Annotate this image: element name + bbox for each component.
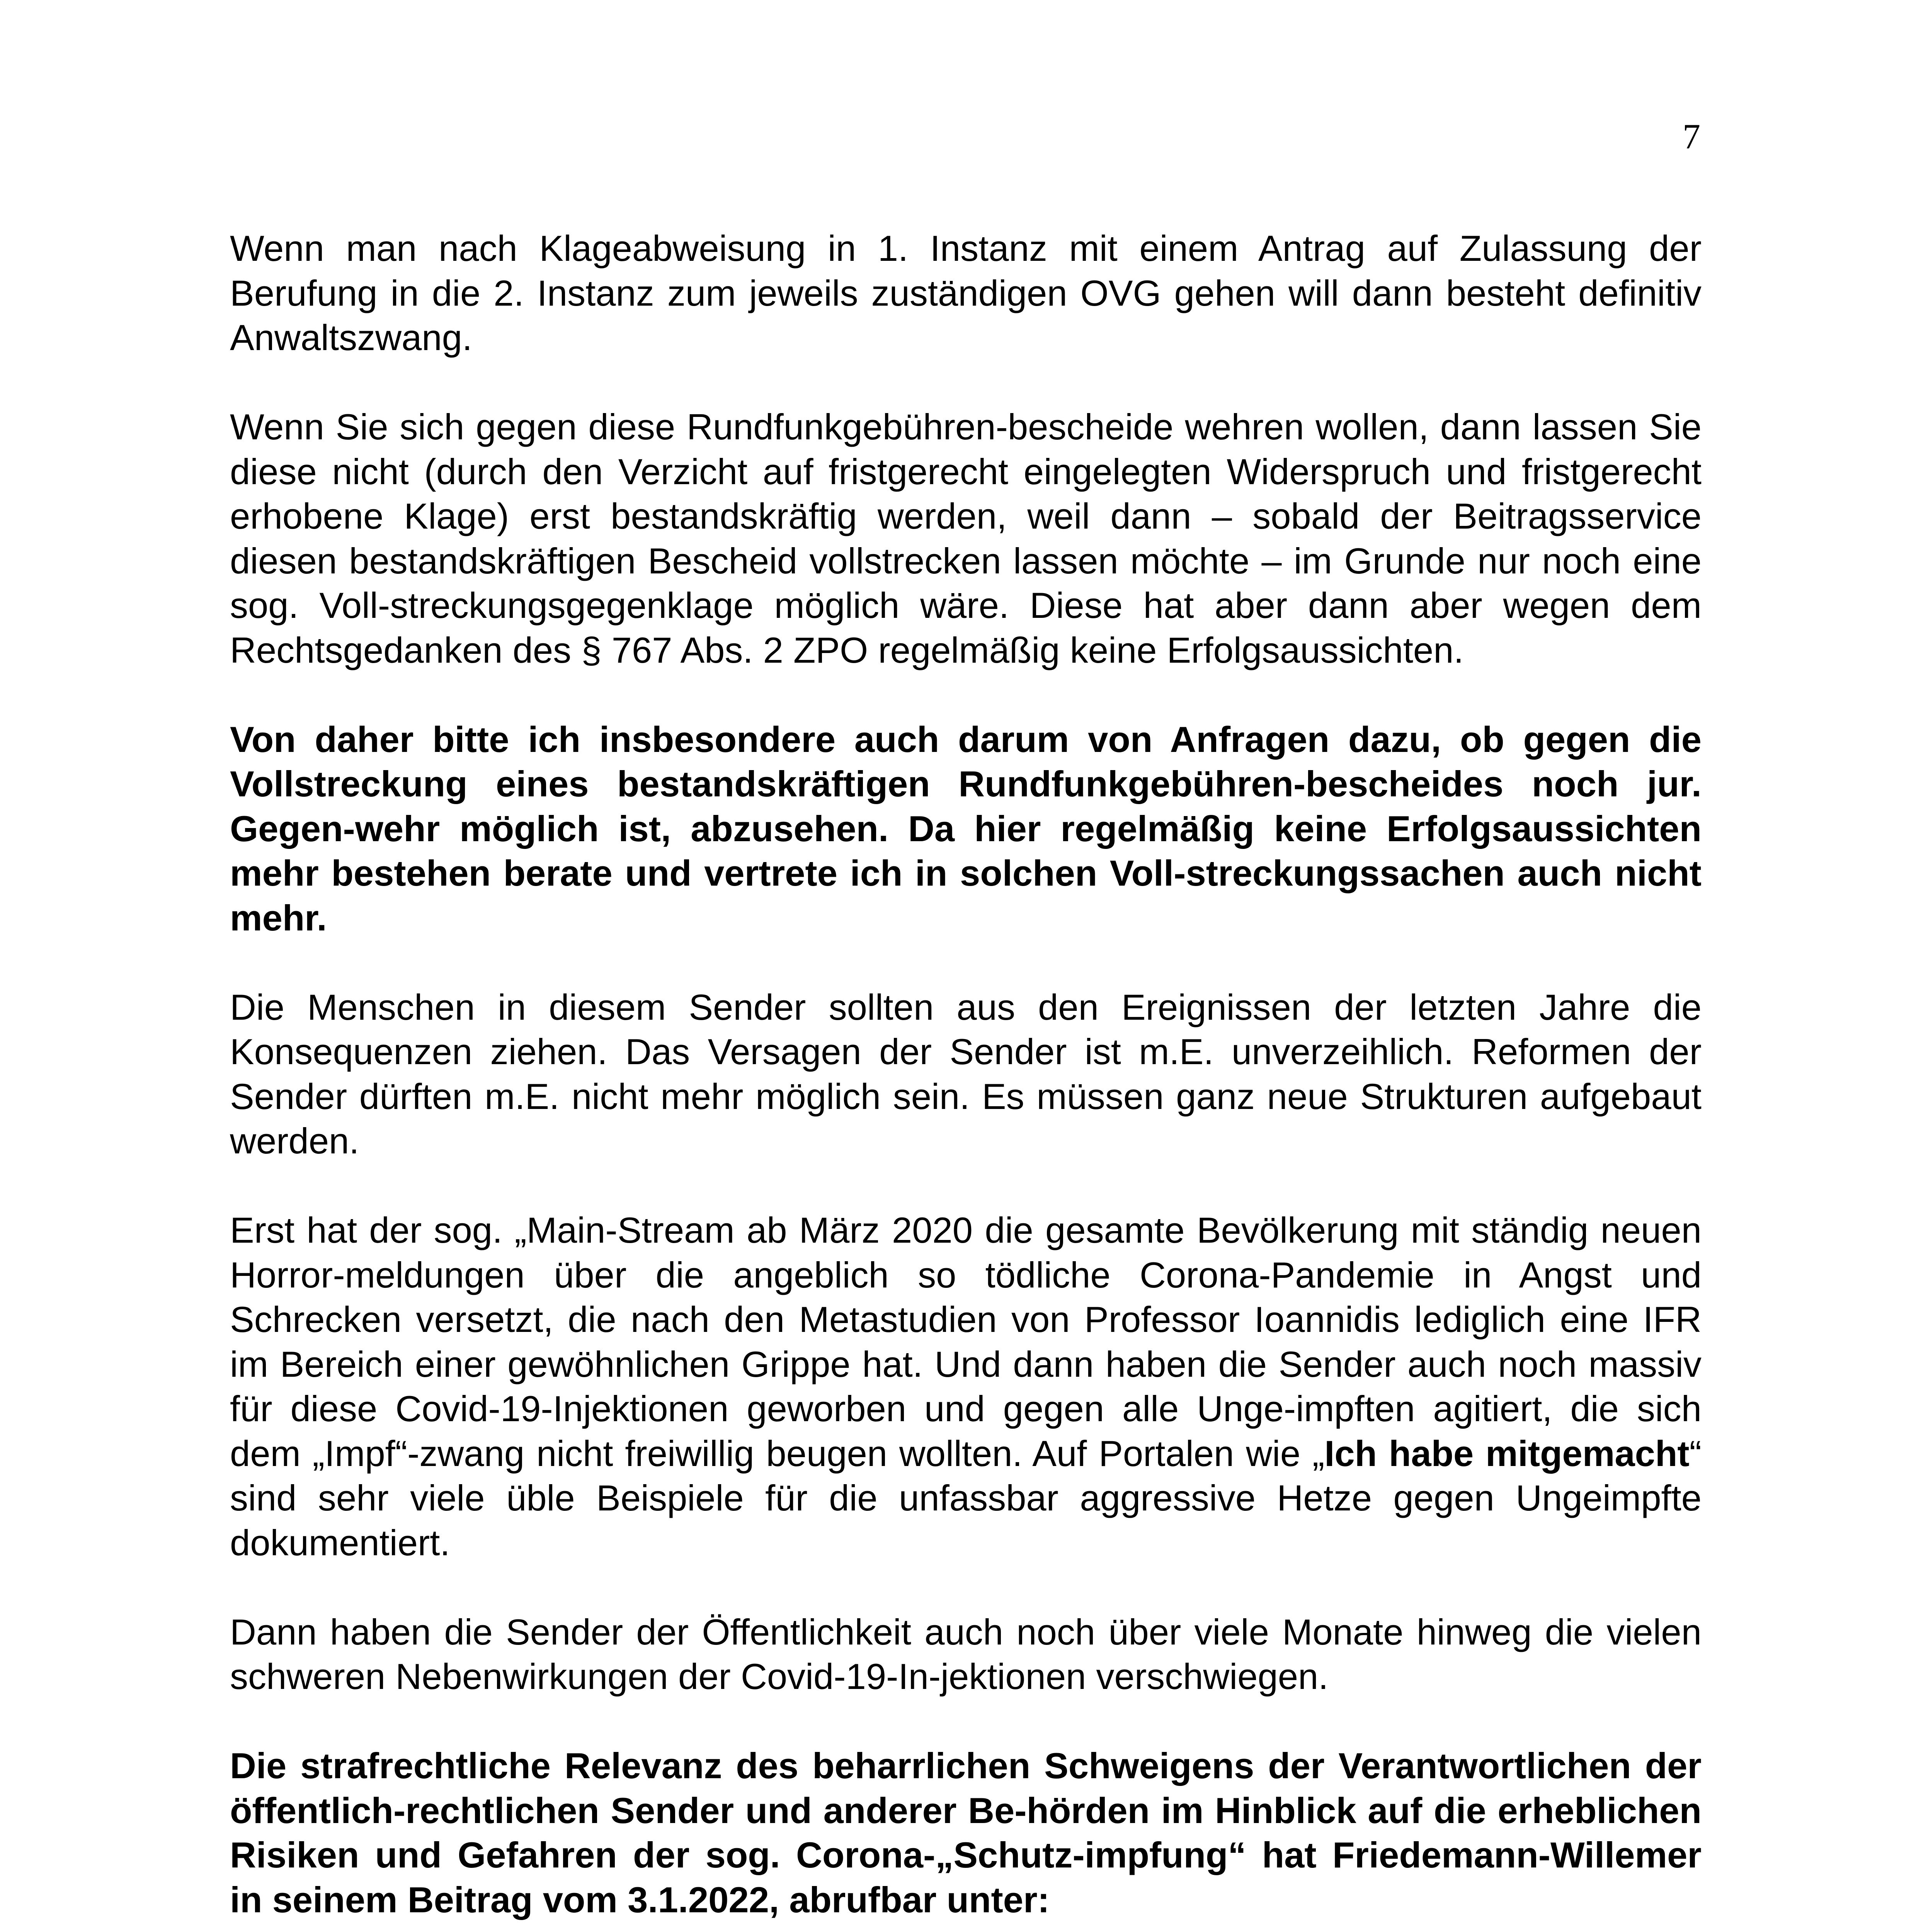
portal-name-emphasis: Ich habe mitgemacht (1324, 1433, 1690, 1474)
paragraph-appeal-lawyer-requirement: Wenn man nach Klageabweisung in 1. Instanz mit einem Antrag auf Zulassung der Berufung in die 2. Instanz zum jeweils zuständigen OVG gehen will dann besteht definitiv Anwaltszwang. (230, 228, 1702, 358)
paragraph-text-segment: “ sind sehr viele üble Beispiele für die unfassbar aggressive Hetze gegen Ungeimpfte dokumentiert. (230, 1433, 1702, 1563)
paragraph-enforcement-notice-bold: Von daher bitte ich insbesondere auch darum von Anfragen dazu, ob gegen die Vollstreckung eines bestandskräftigen Rundfunkgebühren-bescheides noch jur. Gegen-wehr möglich ist, abzusehen. Da hier regelmäßig keine Erfolgsaussichten mehr bestehen berate und vertrete ich in solchen Voll-streckungssachen auch nicht mehr. (230, 719, 1702, 938)
page-number: 7 (1683, 117, 1700, 156)
paragraph-criminal-relevance-bold: Die strafrechtliche Relevanz des beharrlichen Schweigens der Verantwortlichen der öffentlich-rechtlichen Sender und anderer Be-hörden im Hinblick auf die erheblichen Risiken und Gefahren der sog. Corona-„Schutz-impfung“ hat Friedemann-Willemer in seinem Beitrag vom 3.1.2022, abrufbar unter: (230, 1745, 1702, 1920)
paragraph-fee-notices-advice: Wenn Sie sich gegen diese Rundfunkgebühren-bescheide wehren wollen, dann lassen Sie diese nicht (durch den Verzicht auf fristgerecht eingelegten Widerspruch und fristgerecht erhobene Klage) erst bestandskräftig werden, weil dann – sobald der Beitragsservice diesen bestandskräftigen Bescheid vollstrecken lassen möchte – im Grunde nur noch eine sog. Voll-streckungsgegenklage möglich wäre. Diese hat aber dann aber wegen dem Rechtsgedanken des § 767 Abs. 2 ZPO regelmäßig keine Erfolgsaussichten. (230, 406, 1702, 670)
paragraph-broadcaster-reform: Die Menschen in diesem Sender sollten aus den Ereignissen der letzten Jahre die Konsequenzen ziehen. Das Versagen der Sender ist m.E. unverzeihlich. Reformen der Sender dürften m.E. nicht mehr möglich sein. Es müssen ganz neue Strukturen aufgebaut werden. (230, 986, 1702, 1161)
paragraph-side-effects-silence: Dann haben die Sender der Öffentlichkeit auch noch über viele Monate hinweg die vielen schweren Nebenwirkungen der Covid-19-In-jektionen verschwiegen. (230, 1611, 1702, 1697)
paragraph-mainstream-media-criticism (230, 1208, 1702, 1565)
document-body (230, 226, 1702, 1932)
paragraph-text-segment: Erst hat der sog. „Main-Stream ab März 2020 die gesamte Bevölkerung mit ständig neuen Horror-meldungen über die angeblich so tödliche Corona-Pandemie in Angst und Schrecken versetzt, die nach den Metastudien von Professor Ioannidis lediglich eine IFR im Bereich einer gewöhnlichen Grippe hat. Und dann haben die Sender auch noch massiv für diese Covid-19-Injektionen geworben und gegen alle Unge-impften agitiert, die sich dem „Impf“-zwang nicht freiwillig beugen wollten. Auf Portalen wie „ (230, 1210, 1702, 1474)
